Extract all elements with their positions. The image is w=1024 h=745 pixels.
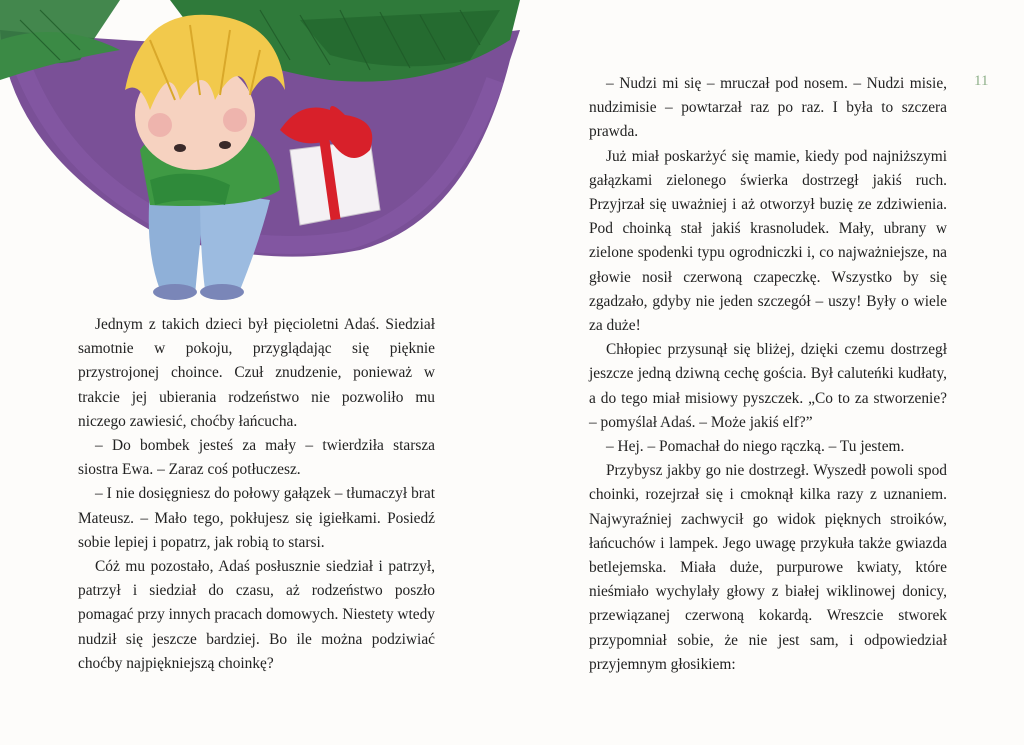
paragraph: Jednym z takich dzieci był pięcioletni Adaś. Siedział samotnie w pokoju, przyglądając się pięknie przystrojonej choince. Czuł znudzenie, ponieważ w trakcie jej ubierania rodzeństwo nie pozwoliło mu niczego zawiesić, choćby łańcucha.	[78, 316, 435, 430]
paragraph: – Nudzi mi się – mruczał pod nosem. – Nudzi misie, nudzimisie – powtarzał raz po raz. I była to szczera prawda.	[589, 75, 947, 141]
paragraph: Już miał poskarżyć się mamie, kiedy pod najniższymi gałązkami zielonego świerka dostrzegł jakiś ruch. Przyjrzał się uważniej i aż otworzył buzię ze zdziwienia. Pod choinką stał jakiś krasnoludek. Mały, ubrany w zielone spodenki typu ogrodniczki i, co najważniejsze, na głowie nosił czerwoną czapeczkę. Wszystko by się zgadzało, gdyby nie jeden szczegół – uszy! Były o wiele za duże!	[589, 147, 947, 335]
illustration-boy-under-tree	[0, 0, 520, 310]
paragraph: Przybysz jakby go nie dostrzegł. Wyszedł powoli spod choinki, rozejrzał się i cmoknął kilka razy z uznaniem. Najwyraźniej zachwycił go widok pięknych stroików, łańcuchów i lampek. Jego uwagę przykuła także gwiazda betlejemska. Miała duże, purpurowe kwiaty, które nieśmiało wychylały głowy z białej wiklinowej donicy, przewiązanej czerwoną kokardą. Wreszcie stworek przypomniał sobie, że nie jest sam, i odpowiedział przyjemnym głosikiem:	[589, 462, 947, 673]
left-page-text	[78, 313, 435, 676]
paragraph: – I nie dosięgniesz do połowy gałązek – tłumaczył brat Mateusz. – Mało tego, pokłujesz się igiełkami. Posiedź sobie lepiej i popatrz, jak robią to starsi.	[78, 485, 435, 551]
paragraph: – Hej. – Pomachał do niego rączką. – Tu jestem.	[606, 438, 905, 456]
paragraph: Cóż mu pozostało, Adaś posłusznie siedział i patrzył, patrzył i siedział do czasu, aż rodzeństwo poszło pomagać przy innych pracach domowych. Niestety wtedy nudził się jeszcze bardziej. Bo ile można podziwiać choćby najpiękniejszą choinkę?	[78, 558, 435, 672]
page-number: 11	[974, 73, 989, 89]
paragraph: Chłopiec przysunął się bliżej, dzięki czemu dostrzegł jeszcze jedną dziwną cechę gościa. Był caluteńki kudłaty, a do tego miał misiowy pyszczek. „Co to za stworzenie? – pomyślał Adaś. – Może jakiś elf?”	[589, 341, 947, 431]
boy-figure	[125, 15, 285, 300]
paragraph: – Do bombek jesteś za mały – twierdziła starsza siostra Ewa. – Zaraz coś potłuczesz.	[78, 437, 435, 479]
right-page-text	[589, 72, 947, 677]
